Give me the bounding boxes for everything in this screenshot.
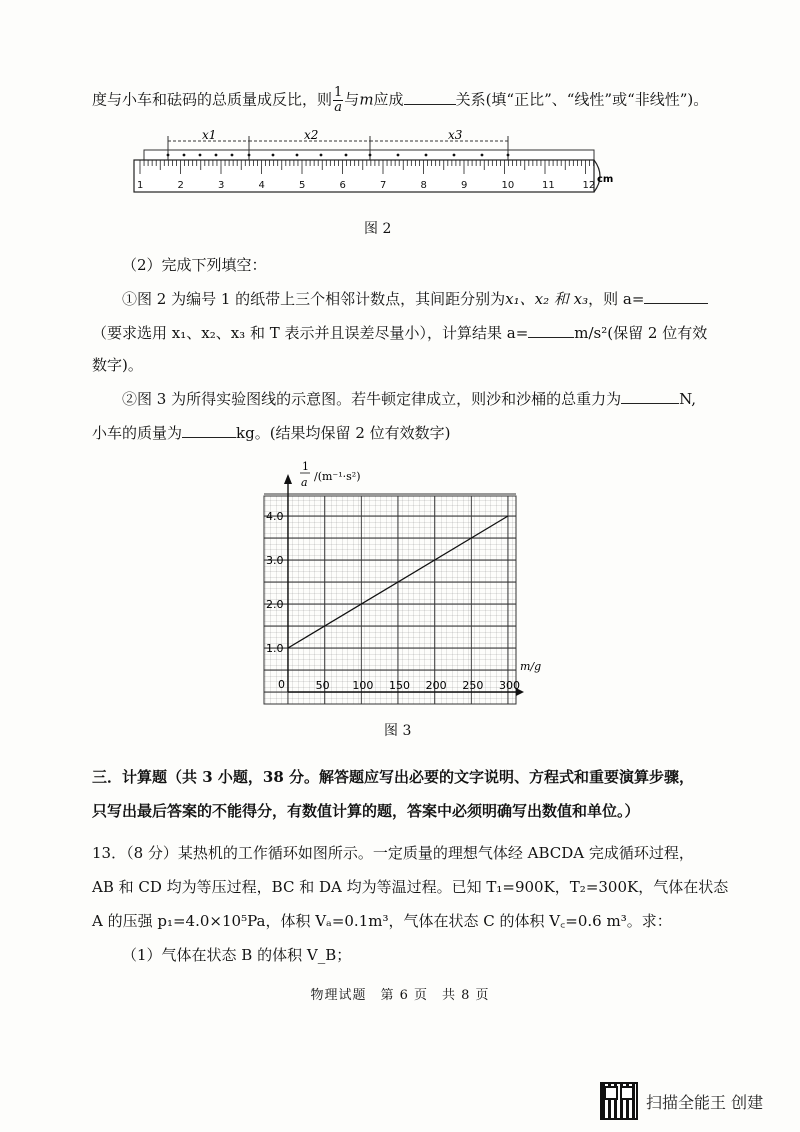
- q2-line1: ②图 3 为所得实验图线的示意图。若牛顿定律成立，则沙和沙桶的总重力为 N,: [122, 390, 697, 408]
- q2-line2: 小车的质量为 kg。(结果均保留 2 位有效数字): [92, 424, 451, 442]
- answer-blank-a-expr[interactable]: [644, 289, 708, 304]
- ruler-tick-label: 3: [218, 180, 225, 191]
- figure2-caption: 图 2: [364, 221, 392, 237]
- ruler-tick-label: 8: [420, 180, 427, 191]
- y-tick-label: 4.0: [266, 510, 284, 523]
- section2-title: （2）完成下列填空：: [122, 256, 267, 274]
- ruler-tick-label: 6: [339, 180, 346, 191]
- figure3-chart: [254, 456, 542, 714]
- qr-code-icon: [600, 1082, 638, 1120]
- answer-blank-mass[interactable]: [182, 423, 236, 438]
- section3-heading-1: 三．计算题（共 3 小题，38 分。解答题应写出必要的文字说明、方程式和重要演算步骤，: [92, 768, 694, 786]
- xlabel: m/g: [520, 660, 542, 673]
- x-tick-label: 300: [499, 679, 520, 692]
- q1-line1: ①图 2 为编号 1 的纸带上三个相邻计数点，其间距分别为x₁、x₂ 和 x₃，则 a=: [122, 288, 708, 309]
- label-x3: x3: [448, 128, 463, 142]
- intro-line: 度与小车和砝码的总质量成反比，则 $\frac{1}{a}$ 与m应成 关系(填“正比”、“线性”或“非线性”)。: [92, 85, 709, 115]
- y-tick-label: 2.0: [266, 598, 284, 611]
- q13-line1: 13．（8 分）某热机的工作循环如图所示。一定质量的理想气体经 ABCDA 完成循环过程，: [92, 844, 694, 862]
- ruler-tick-label: 7: [380, 180, 387, 191]
- answer-blank-a-value[interactable]: [528, 323, 574, 338]
- ylabel-num: 1: [302, 460, 309, 473]
- x-tick-label: 200: [425, 679, 447, 692]
- ylabel-den: a: [301, 476, 308, 489]
- q13-part1: （1）气体在状态 B 的体积 V_B；: [122, 946, 352, 964]
- q1-line3: 数字)。: [92, 356, 143, 374]
- ylabel-unit: /(m⁻¹·s²): [314, 470, 361, 483]
- label-x1: x1: [202, 128, 217, 142]
- answer-blank-weight[interactable]: [621, 389, 679, 404]
- ruler-tick-label: 4: [258, 180, 265, 191]
- q1-line2: （要求选用 x₁、x₂、x₃ 和 T 表示并且误差尽量小），计算结果 a= m/s²(保留 2 位有效: [92, 324, 708, 342]
- figure2-ruler: [128, 128, 618, 198]
- y-tick-label: 3.0: [266, 554, 284, 567]
- figure3-caption: 图 3: [384, 723, 412, 739]
- y-tick-label: 1.0: [266, 642, 284, 655]
- ruler-tick-label: 9: [461, 180, 468, 191]
- answer-blank[interactable]: [404, 90, 456, 105]
- ruler-unit: cm: [597, 174, 614, 185]
- ruler-tick-label: 12: [582, 180, 596, 191]
- ruler-tick-label: 1: [137, 180, 144, 191]
- fraction-1-over-a: $\frac{1}{a}$: [334, 85, 343, 115]
- x-tick-label: 250: [462, 679, 484, 692]
- x-tick-label: 100: [352, 679, 374, 692]
- q13-line3: A 的压强 p₁=4.0×10⁵Pa，体积 Vₐ=0.1m³，气体在状态 C 的体积 V꜀=0.6 m³。求：: [92, 912, 672, 930]
- x-tick-label: 150: [389, 679, 410, 692]
- ruler-tick-label: 10: [501, 180, 515, 191]
- section3-heading-2: 只写出最后答案的不能得分，有数值计算的题，答案中必须明确写出数值和单位。）: [92, 802, 640, 820]
- ruler-tick-label: 5: [299, 180, 306, 191]
- ruler-tick-label: 2: [177, 180, 184, 191]
- page-footer: 物理试题 第 6 页 共 8 页: [310, 988, 490, 1003]
- q13-line2: AB 和 CD 均为等压过程，BC 和 DA 均为等温过程。已知 T₁=900K，T₂=300K，气体在状态: [92, 878, 729, 896]
- origin-label: 0: [278, 678, 285, 691]
- scanner-watermark: 扫描全能王 创建: [600, 1082, 763, 1120]
- label-x2: x2: [304, 128, 319, 142]
- ruler-tick-label: 11: [542, 180, 555, 191]
- x-tick-label: 50: [315, 679, 330, 692]
